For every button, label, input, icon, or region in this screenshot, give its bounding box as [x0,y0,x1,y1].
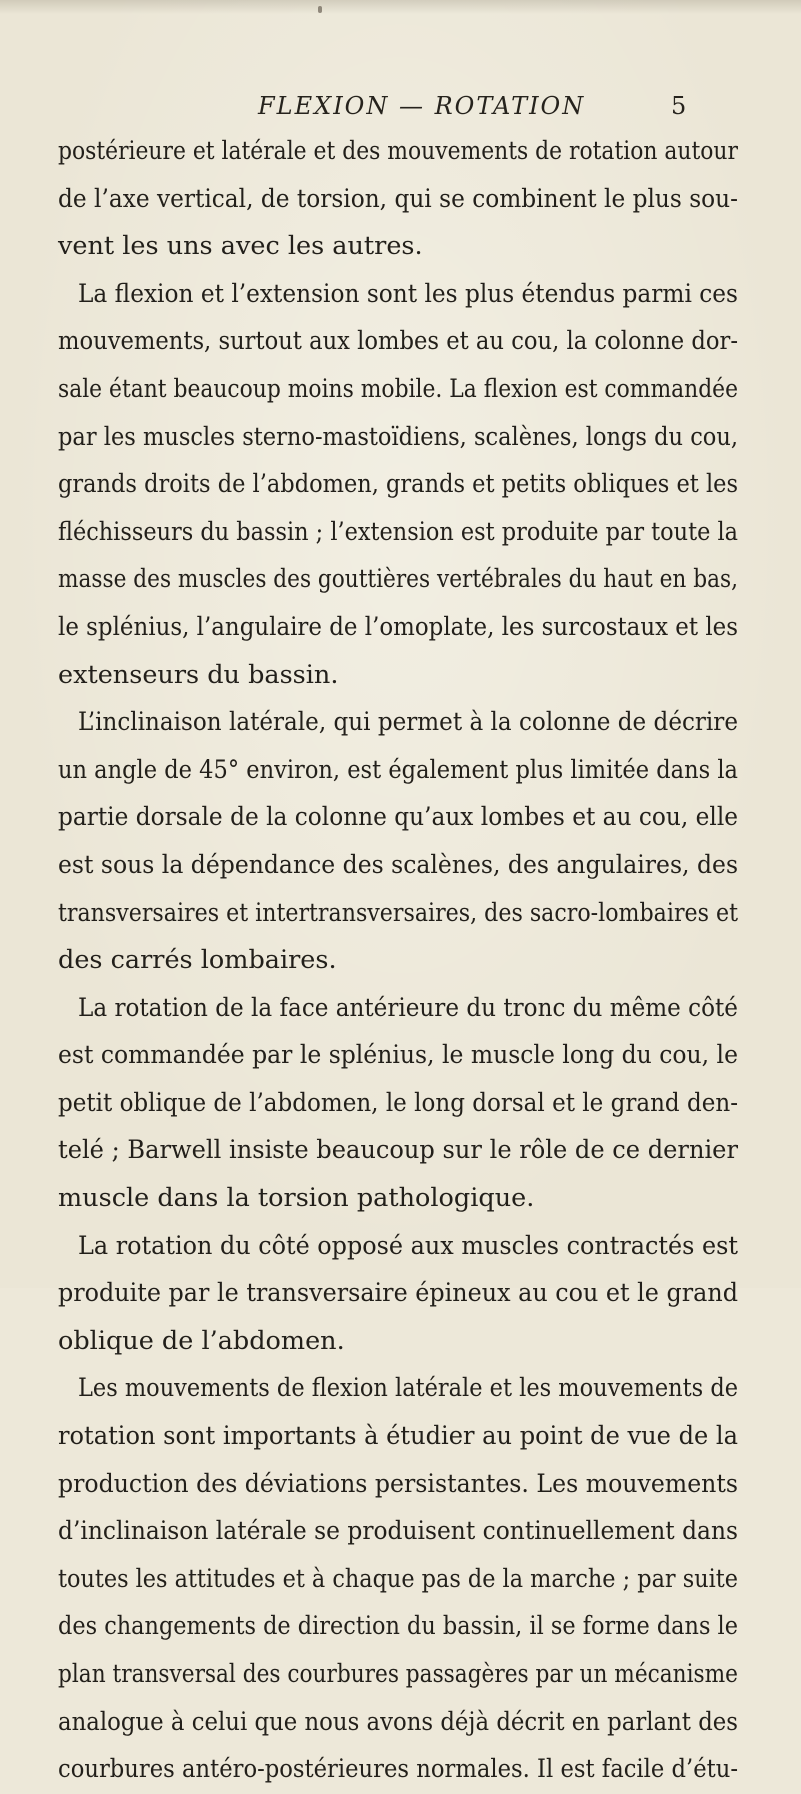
text-line: toutes les attitudes et à chaque pas de la marche ; par suite [58,1563,738,1594]
text-line: oblique de l’abdomen. [58,1325,345,1356]
text-line: rotation sont importants à étudier au point de vue de la [58,1421,738,1452]
text-line: sale étant beaucoup moins mobile. La flexion est commandée [58,373,739,404]
text-line: des changements de direction du bassin, il se forme dans le [58,1611,738,1642]
page-header [0,92,801,122]
text-line: courbures antéro-postérieures normales. Il est facile d’étu- [58,1754,739,1785]
text-line: fléchisseurs du bassin ; l’extension est produite par toute la [58,516,739,547]
text-line: L’inclinaison latérale, qui permet à la colonne de décrire [78,707,738,738]
text-line: transversaires et intertransversaires, des sacro-lombaires et [58,897,739,928]
text-line: telé ; Barwell insiste beaucoup sur le rôle de ce dernier [58,1135,738,1166]
text-line: produite par le transversaire épineux au cou et le grand [58,1278,739,1309]
page-number: 5 [671,92,687,120]
text-line: analogue à celui que nous avons déjà décrit en parlant des [58,1706,739,1737]
paper-speck [318,6,322,13]
text-line: muscle dans la torsion pathologique. [58,1183,535,1214]
text-line: petit oblique de l’abdomen, le long dorsal et le grand den- [58,1087,738,1118]
text-line: plan transversal des courbures passagères par un mécanisme [58,1659,738,1689]
text-line: est sous la dépendance des scalènes, des angulaires, des [58,849,739,880]
text-line: est commandée par le splénius, le muscle long du cou, le [58,1040,738,1071]
text-line: de l’axe vertical, de torsion, qui se combinent le plus sou- [58,183,738,214]
text-line: vent les uns avec les autres. [58,231,423,262]
text-line: d’inclinaison latérale se produisent continuellement dans [58,1516,739,1547]
text-line: La flexion et l’extension sont les plus étendus parmi ces [78,278,738,309]
text-line: production des déviations persistantes. Les mouvements [58,1468,738,1499]
text-line: extenseurs du bassin. [58,659,339,690]
text-line: postérieure et latérale et des mouvements de rotation autour [58,136,738,166]
text-line: partie dorsale de la colonne qu’aux lombes et au cou, elle [58,802,739,833]
running-title: FLEXION — ROTATION [258,92,586,120]
text-line: La rotation de la face antérieure du tronc du même côté [78,992,738,1023]
text-line: masse des muscles des gouttières vertébrales du haut en bas, [58,564,738,595]
text-line: le splénius, l’angulaire de l’omoplate, les surcostaux et les [58,611,739,642]
page-edge-shadow [0,0,801,14]
body-text [58,128,738,1794]
text-line: des carrés lombaires. [58,945,337,976]
text-line: La rotation du côté opposé aux muscles contractés est [78,1230,739,1261]
text-line: grands droits de l’abdomen, grands et petits obliques et les [58,469,739,500]
text-line: mouvements, surtout aux lombes et au cou, la colonne dor- [58,326,738,357]
text-line: par les muscles sterno-mastoïdiens, scalènes, longs du cou, [58,421,739,452]
text-line: Les mouvements de flexion latérale et les mouvements de [78,1373,739,1404]
text-line: un angle de 45° environ, est également plus limitée dans la [58,754,738,785]
